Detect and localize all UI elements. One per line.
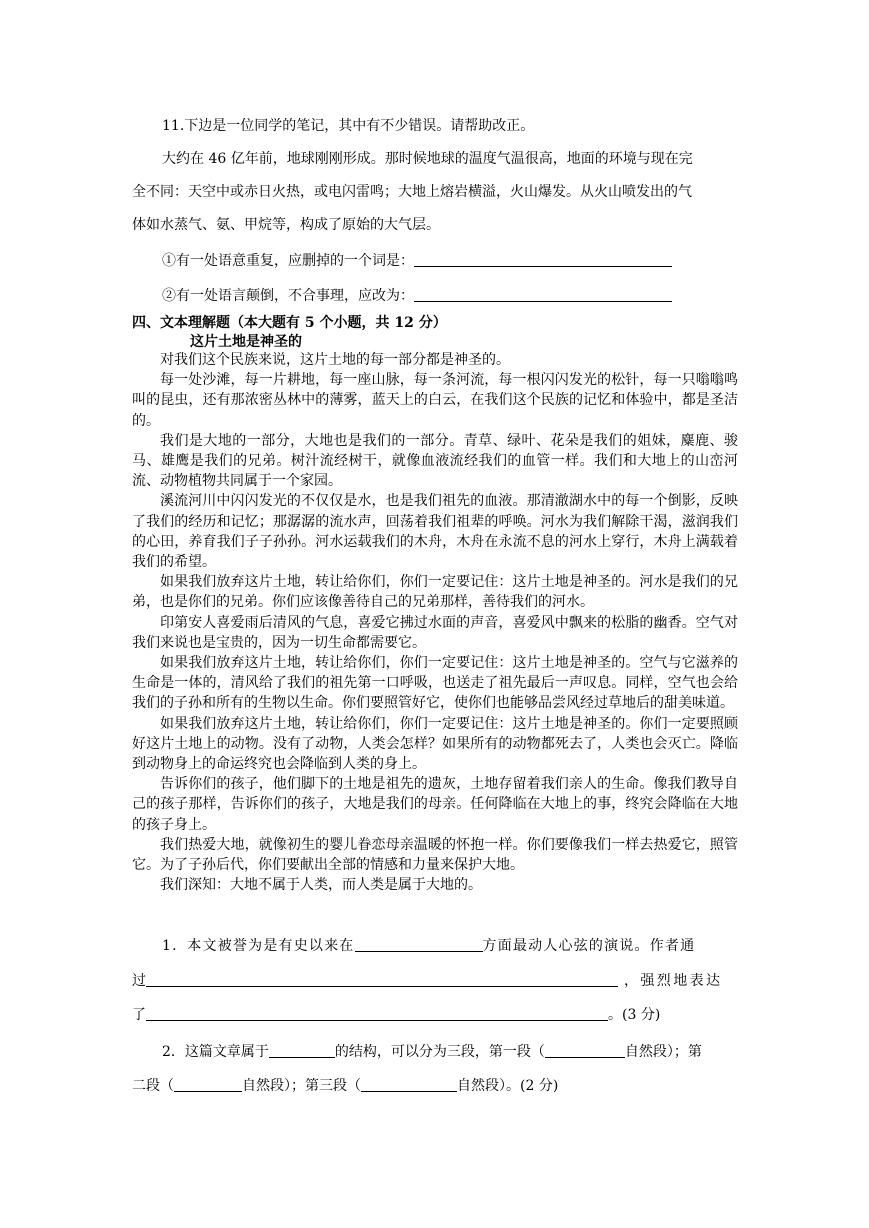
question-2-blank-3[interactable] <box>174 1077 242 1092</box>
q11-sub-question-2 <box>162 285 672 305</box>
article-paragraph-5: 如果我们放弃这片土地，转让给你们，你们一定要记住：这片土地是神圣的。河水是我们的兄弟，也是你们的兄弟。你们应该像善待自己的兄弟那样，善待我们的河水。 <box>132 574 738 611</box>
article-paragraph-2: 每一处沙滩，每一片耕地，每一座山脉，每一条河流，每一根闪闪发光的松针，每一只嗡嗡鸣叫的昆虫，还有那浓密丛林中的薄雾，蓝天上的白云，在我们这个民族的记忆和体验中，都是圣洁的。 <box>132 372 738 429</box>
question-1-line-1 <box>132 935 738 955</box>
q11-sub-question-1 <box>162 250 672 270</box>
question-2-text-b: 的结构，可以分为三段，第一段（ <box>334 1044 545 1060</box>
question-2-text-f: 自然段）。(2 分) <box>457 1078 559 1094</box>
q11-answer-blank-1[interactable] <box>414 252 672 267</box>
question-2-blank-4[interactable] <box>361 1077 457 1092</box>
article-paragraph-9: 告诉你们的孩子，他们脚下的土地是祖先的遗灰，土地存留着我们亲人的生命。像我们教导自己的孩子那样，告诉你们的孩子，大地是我们的母亲。任何降临在大地上的事，终究会降临在大地的孩子身上。 <box>132 776 738 833</box>
question-1-text-a: 1．本文被誉为是有史以来在 <box>162 938 355 954</box>
question-2-text-a: 2．这篇文章属于 <box>162 1044 269 1060</box>
question-1-text-b: 方面最动人心弦的演说。作者通 <box>482 938 696 954</box>
q11-sub-question-2-text: ②有一处语言颠倒，不合事理，应改为： <box>162 288 414 304</box>
question-2-text-c: 自然段）；第 <box>624 1044 702 1060</box>
question-1-line-3 <box>132 1004 738 1024</box>
question-1-blank-3[interactable] <box>146 1006 608 1021</box>
question-1-blank-1[interactable] <box>355 937 483 952</box>
q11-answer-blank-2[interactable] <box>414 287 672 302</box>
q11-sub-question-1-text: ①有一处语意重复，应删掉的一个词是： <box>162 253 414 269</box>
q11-title: 11.下边是一位同学的笔记，其中有不少错误。请帮助改正。 <box>162 118 535 134</box>
article-title: 这片土地是神圣的 <box>190 334 302 350</box>
q11-note-line-2: 全不同：天空中或赤日火热，或电闪雷鸣；大地上熔岩横溢，火山爆发。从火山喷发出的气 <box>132 184 692 200</box>
question-1-blank-2[interactable] <box>146 972 618 987</box>
question-1-text-d: ，强烈地表达 <box>624 973 723 989</box>
article-paragraph-11: 我们深知：大地不属于人类，而人类是属于大地的。 <box>160 877 482 894</box>
question-2-blank-1[interactable] <box>269 1043 335 1058</box>
article-paragraph-6: 印第安人喜爱雨后清风的气息，喜爱它拂过水面的声音，喜爱风中飘来的松脂的幽香。空气对我们来说也是宝贵的，因为一切生命都需要它。 <box>132 614 738 651</box>
q11-note-line-1: 大约在 46 亿年前，地球刚刚形成。那时候地球的温度气温很高，地面的环境与现在完 <box>162 151 693 167</box>
article-paragraph-8: 如果我们放弃这片土地，转让给你们，你们一定要记住：这片土地是神圣的。你们一定要照顾好这片土地上的动物。没有了动物，人类会怎样？如果所有的动物都死去了，人类也会灭亡。降临到动物身上的命运终究也会降临到人类的身上。 <box>132 715 738 773</box>
article-paragraph-3: 我们是大地的一部分，大地也是我们的一部分。青草、绿叶、花朵是我们的姐妹，麋鹿、骏马、雄鹰是我们的兄弟。树汁流经树干，就像血液流经我们的血管一样。我们和大地上的山峦河流、动物植物共同属于一个家园。 <box>132 432 738 490</box>
article-body <box>132 350 738 895</box>
q11-note-line-3: 体如水蒸气、氨、甲烷等，构成了原始的大气层。 <box>132 217 440 233</box>
article-paragraph-1: 对我们这个民族来说，这片土地的每一部分都是神圣的。 <box>160 352 510 368</box>
question-2-text-e: 自然段）；第三段（ <box>242 1078 361 1094</box>
question-2-text-d: 二段（ <box>132 1078 174 1094</box>
article-paragraph-10: 我们热爱大地，就像初生的婴儿眷恋母亲温暖的怀抱一样。你们要像我们一样去热爱它，照管它。为了子孙后代，你们要献出全部的情感和力量来保护大地。 <box>132 836 738 874</box>
question-2-line-1 <box>132 1041 738 1061</box>
question-2-blank-2[interactable] <box>545 1043 625 1058</box>
article-paragraph-4: 溪流河川中闪闪发光的不仅仅是水，也是我们祖先的血液。那清澈湖水中的每一个倒影，反映了我们的经历和记忆；那潺潺的流水声，回荡着我们祖辈的呼唤。河水为我们解除干渴，滋润我们的心田，养育我们子子孙孙。河水运载我们的木舟，木舟在永流不息的河水上穿行，木舟上满载着我们的希望。 <box>132 493 738 571</box>
question-2-line-2 <box>132 1075 738 1095</box>
section-four-heading: 四、文本理解题（本大题有 5 个小题，共 12 分） <box>132 315 447 331</box>
question-1-text-c: 过 <box>132 973 146 989</box>
question-1-text-e: 了 <box>132 1007 146 1023</box>
question-1-line-2 <box>132 970 738 990</box>
article-paragraph-7: 如果我们放弃这片土地，转让给你们，你们一定要记住：这片土地是神圣的。空气与它滋养的生命是一体的，清风给了我们的祖先第一口呼吸，也送走了祖先最后一声叹息。同样，空气也会给我们的子孙和所有的生物以生命。你们要照管好它，使你们也能够品尝风经过草地后的甜美味道。 <box>132 655 738 712</box>
question-1-text-f: 。(3 分) <box>608 1007 661 1023</box>
